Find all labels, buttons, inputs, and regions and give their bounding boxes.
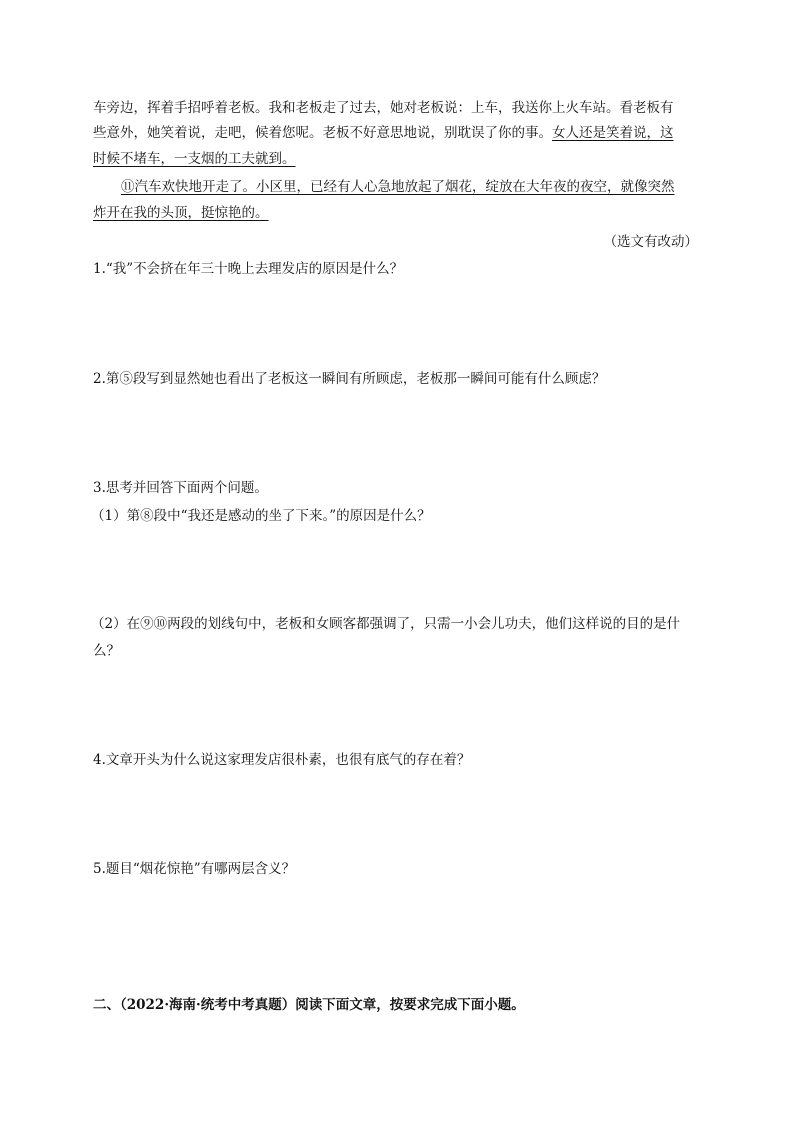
passage-line-2-text: 些意外，她笑着说，走吧，候着您呢。老板不好意思地说，别耽误了你的事。 — [93, 125, 552, 141]
question-2: 2.第⑤段写到显然她也看出了老板这一瞬间有所顾虑，老板那一瞬间可能有什么顾虑？ — [93, 371, 606, 387]
section-2-title: 二、（2022·海南·统考中考真题）阅读下面文章，按要求完成下面小题。 — [93, 997, 525, 1013]
passage-line-2 — [93, 123, 674, 143]
underlined-sentence: 女人还是笑着说，这 — [552, 125, 674, 141]
question-3-1: （1）第⑧段中“我还是感动的坐了下来。”的原因是什么？ — [91, 508, 431, 524]
question-3-2-line-2: 么？ — [93, 643, 120, 659]
question-1: 1.“我”不会挤在年三十晚上去理发店的原因是什么？ — [93, 261, 404, 277]
passage-line-4-text: 小区里，已经有人心急地放起了烟花，绽放在大年夜的夜空，就像突然 — [256, 179, 675, 195]
question-3-2-line-1: （2）在⑨⑩两段的划线句中，老板和女顾客都强调了，只需一小会儿功夫，他们这样说的目的是什 — [91, 616, 681, 632]
underlined-sentence: ⑪汽车欢快地开走了。 — [121, 179, 256, 195]
passage-line-4 — [121, 177, 675, 197]
question-3: 3.思考并回答下面两个问题。 — [93, 480, 268, 496]
question-4: 4.文章开头为什么说这家理发店很朴素，也很有底气的存在着？ — [93, 752, 471, 768]
source-note: （选文有改动） — [603, 234, 698, 250]
passage-line-1: 车旁边，挥着手招呼着老板。我和老板走了过去，她对老板说：上车，我送你上火车站。看老板有 — [93, 100, 674, 116]
passage-line-3: 时候不堵车，一支烟的工夫就到。 — [93, 151, 296, 167]
question-5: 5.题目“烟花惊艳”有哪两层含义？ — [93, 861, 296, 877]
passage-line-5: 炸开在我的头顶，挺惊艳的。 — [93, 205, 269, 221]
